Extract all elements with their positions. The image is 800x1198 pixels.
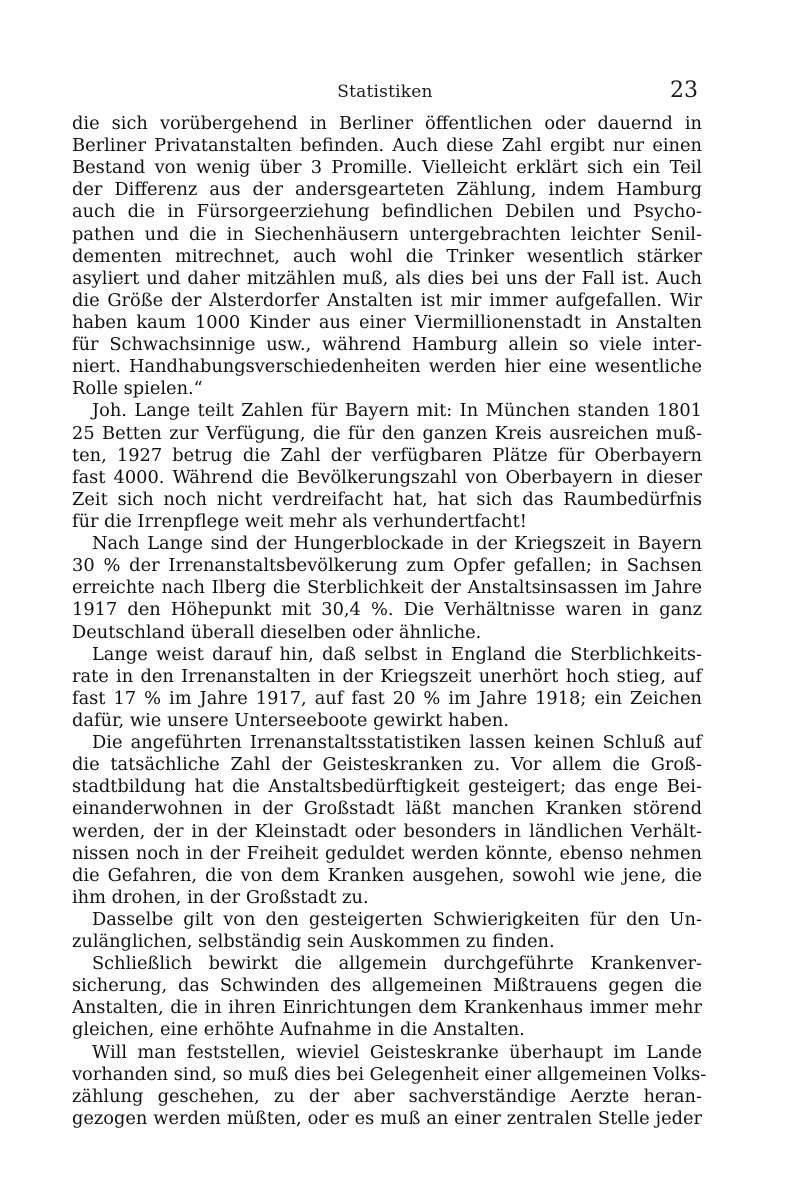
text-line: nissen noch in der Freiheit geduldet werden könnte, ebenso nehmen	[72, 842, 702, 864]
text-line: die sich vorübergehend in Berliner öffentlichen oder dauernd in	[72, 113, 702, 134]
text-line: Deutschland überall dieselben oder ähnliche.	[72, 621, 482, 643]
text-line: Bestand von wenig über 3 Promille. Vielleicht erklärt sich ein Teil	[72, 157, 702, 179]
text-line: Zeit sich noch nicht verdreifacht hat, hat sich das Raumbedürfnis	[72, 488, 702, 510]
text-line: dafür, wie unsere Unterseeboote gewirkt haben.	[72, 709, 510, 731]
paragraph	[72, 953, 702, 1041]
text-line: ten, 1927 betrug die Zahl der verfügbaren Plätze für Oberbayern	[72, 444, 702, 466]
text-line: fast 17 % im Jahre 1917, auf fast 20 % im Jahre 1918; ein Zeichen	[72, 687, 702, 709]
paragraph	[72, 732, 702, 909]
text-line: Rolle spielen.“	[72, 378, 203, 400]
text-line: Joh. Lange teilt Zahlen für Bayern mit: In München standen 1801	[92, 400, 702, 422]
body-text	[72, 113, 707, 1130]
text-line: rate in den Irrenanstalten in der Kriegszeit unerhört hoch stieg, auf	[72, 665, 702, 687]
paragraph	[72, 1041, 707, 1130]
paragraph	[72, 644, 702, 732]
text-line: asyliert und daher mitzählen muß, als dies bei uns der Fall ist. Auch	[72, 267, 702, 289]
text-line: für Schwachsinnige usw., während Hamburg allein so viele inter-	[72, 334, 702, 356]
text-line: stadtbildung hat die Anstaltsbedürftigkeit gesteigert; das enge Bei-	[72, 776, 702, 798]
text-line: 25 Betten zur Verfügung, die für den ganzen Kreis ausreichen muß-	[72, 422, 702, 444]
text-line: die Größe der Alsterdorfer Anstalten ist mir immer aufgefallen. Wir	[72, 289, 702, 311]
text-line: zulänglichen, selbständig sein Auskommen zu finden.	[72, 931, 555, 953]
text-line: ihm drohen, in der Großstadt zu.	[72, 886, 369, 908]
text-line: zählung geschehen, zu der aber sachverständige Aerzte heran-	[72, 1085, 702, 1107]
text-line: pathen und die in Siechenhäusern untergebrachten leichter Senil-	[72, 223, 702, 245]
text-line: auch die in Fürsorgeerziehung befindlichen Debilen und Psycho-	[72, 201, 702, 223]
text-line: Die angeführten Irrenanstaltsstatistiken lassen keinen Schluß auf	[92, 732, 702, 754]
paragraph	[72, 533, 702, 644]
text-line: der Differenz aus der andersgearteten Zählung, indem Hamburg	[72, 179, 702, 201]
text-line: Will man feststellen, wieviel Geisteskranke überhaupt im Lande	[92, 1041, 702, 1063]
text-line: Nach Lange sind der Hungerblockade in der Kriegszeit in Bayern	[92, 533, 702, 555]
text-line: niert. Handhabungsverschiedenheiten werden hier eine wesentliche	[72, 356, 702, 378]
text-line: die tatsächliche Zahl der Geisteskranken zu. Vor allem die Groß-	[72, 754, 702, 776]
text-line: 1917 den Höhepunkt mit 30,4 %. Die Verhältnisse waren in ganz	[72, 599, 702, 621]
text-line: fast 4000. Während die Bevölkerungszahl von Oberbayern in dieser	[72, 466, 702, 488]
text-line: Berliner Privatanstalten befinden. Auch diese Zahl ergibt nur einen	[72, 135, 702, 157]
text-line: Anstalten, die in ihren Einrichtungen dem Krankenhaus immer mehr	[72, 997, 702, 1019]
paragraph	[72, 400, 702, 533]
text-line: werden, der in der Kleinstadt oder besonders in ländlichen Verhält-	[72, 820, 702, 842]
text-line: 30 % der Irrenanstaltsbevölkerung zum Opfer gefallen; in Sachsen	[72, 555, 702, 577]
page-number: 23	[670, 78, 698, 103]
running-title: Statistiken	[337, 82, 433, 102]
text-line: vorhanden sind, so muß dies bei Gelegenheit einer allgemeinen Volks-	[72, 1063, 707, 1085]
text-line: die Gefahren, die von dem Kranken ausgehen, sowohl wie jene, die	[72, 864, 702, 886]
text-line: einanderwohnen in der Großstadt läßt manchen Kranken störend	[72, 798, 702, 820]
paragraph	[72, 113, 702, 400]
text-line: für die Irrenpflege weit mehr als verhundertfacht!	[72, 510, 527, 532]
running-header	[72, 80, 698, 106]
paragraph	[72, 909, 702, 953]
text-line: sicherung, das Schwinden des allgemeinen Mißtrauens gegen die	[72, 975, 702, 997]
text-line: Schließlich bewirkt die allgemein durchgeführte Krankenver-	[92, 953, 702, 975]
text-line: Lange weist darauf hin, daß selbst in England die Sterblichkeits-	[92, 643, 702, 665]
text-line: dementen mitrechnet, auch wohl die Trinker wesentlich stärker	[72, 245, 702, 267]
text-line: gezogen werden müßten, oder es muß an einer zentralen Stelle jeder	[72, 1107, 702, 1129]
text-line: erreichte nach Ilberg die Sterblichkeit der Anstaltsinsassen im Jahre	[72, 577, 702, 599]
text-line: Dasselbe gilt von den gesteigerten Schwierigkeiten für den Un-	[92, 908, 702, 930]
text-line: gleichen, eine erhöhte Aufnahme in die Anstalten.	[72, 1019, 525, 1041]
text-line: haben kaum 1000 Kinder aus einer Viermillionenstadt in Anstalten	[72, 311, 702, 333]
